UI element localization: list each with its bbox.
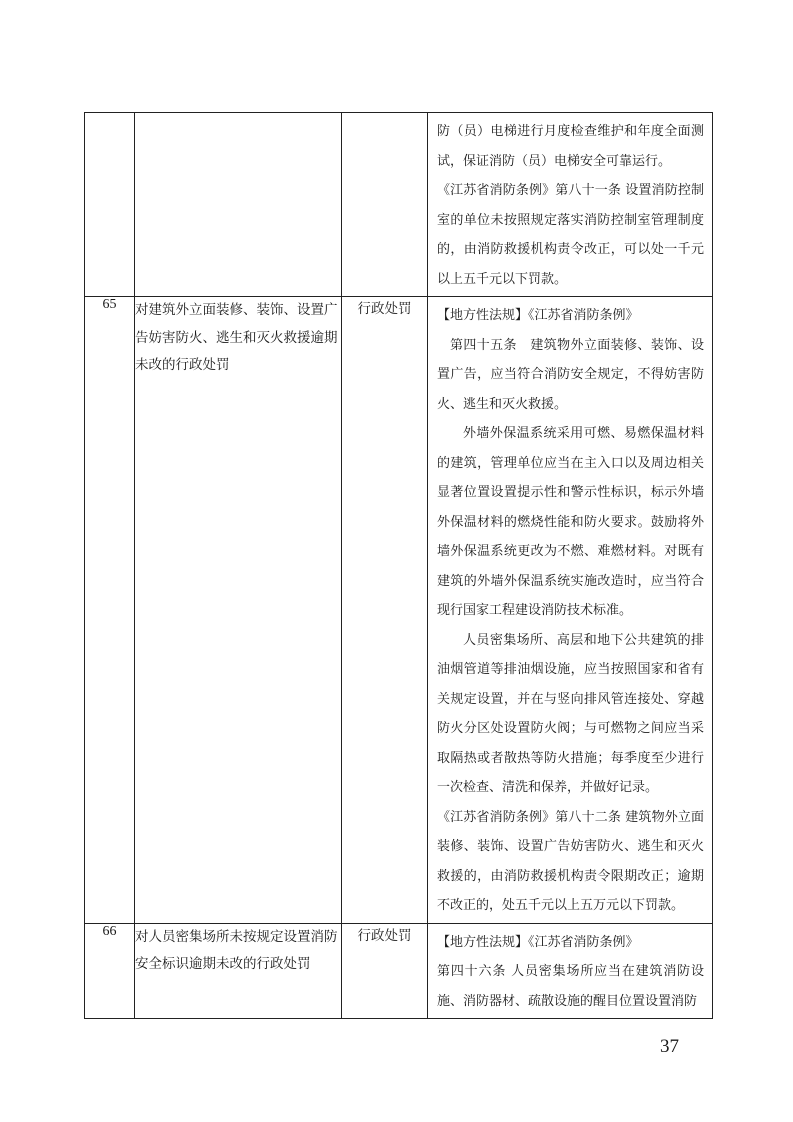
item-category: 行政处罚 bbox=[342, 297, 428, 924]
table-row bbox=[85, 113, 713, 297]
row-number: 66 bbox=[85, 923, 135, 1019]
item-name bbox=[135, 113, 342, 297]
legal-basis-cell bbox=[428, 297, 713, 924]
regulation-table bbox=[84, 112, 713, 1019]
basis-paragraph: 人员密集场所、高层和地下公共建筑的排油烟管道等排油烟设施，应当按照国家和省有关规定设置，并在与竖向排风管连接处、穿越防火分区处设置防火阀；与可燃物之间应当采取隔热或者散热等防火措施；每季度至少进行一次检查、清洗和保养，并做好记录。 bbox=[437, 632, 704, 795]
item-category: 行政处罚 bbox=[342, 923, 428, 1019]
basis-paragraph: 外墙外保温系统采用可燃、易燃保温材料的建筑，管理单位应当在主入口以及周边相关显著位置设置提示性和警示性标识，标示外墙外保温材料的燃烧性能和防火要求。鼓励将外墙外保温系统更改为不燃、难燃材料。对既有建筑的外墙外保温系统实施改造时，应当符合现行国家工程建设消防技术标准。 bbox=[437, 426, 704, 618]
item-name: 对建筑外立面装修、装饰、设置广告妨害防火、逃生和灭火救援逾期未改的行政处罚 bbox=[135, 297, 342, 924]
page-number: 37 bbox=[660, 1036, 679, 1057]
table-row bbox=[85, 297, 713, 924]
basis-paragraph: 《江苏省消防条例》第八十二条 建筑物外立面装修、装饰、设置广告妨害防火、逃生和灭火救援的，由消防救援机构责令限期改正；逾期不改正的，处五千元以上五万元以下罚款。 bbox=[437, 809, 704, 913]
basis-paragraph: 第四十五条 建筑物外立面装修、装饰、设置广告，应当符合消防安全规定，不得妨害防火、逃生和灭火救援。 bbox=[437, 337, 704, 412]
item-category bbox=[342, 113, 428, 297]
basis-paragraph: 《江苏省消防条例》第八十一条 设置消防控制室的单位未按照规定落实消防控制室管理制度的，由消防救援机构责令改正，可以处一千元以上五千元以下罚款。 bbox=[437, 183, 704, 287]
basis-paragraph: 【地方性法规】《江苏省消防条例》 bbox=[437, 308, 639, 323]
basis-paragraph: 防（员）电梯进行月度检查维护和年度全面测试，保证消防（员）电梯安全可靠运行。 bbox=[437, 124, 704, 169]
item-name: 对人员密集场所未按规定设置消防安全标识逾期未改的行政处罚 bbox=[135, 923, 342, 1019]
row-number: 65 bbox=[85, 297, 135, 924]
table-row bbox=[85, 923, 713, 1019]
basis-paragraph: 【地方性法规】《江苏省消防条例》 bbox=[437, 934, 639, 950]
row-number bbox=[85, 113, 135, 297]
legal-basis-cell bbox=[428, 113, 713, 297]
basis-paragraph: 第四十六条 人员密集场所应当在建筑消防设施、消防器材、疏散设施的醒目位置设置消防 bbox=[437, 964, 704, 1009]
legal-basis-cell bbox=[428, 923, 713, 1019]
